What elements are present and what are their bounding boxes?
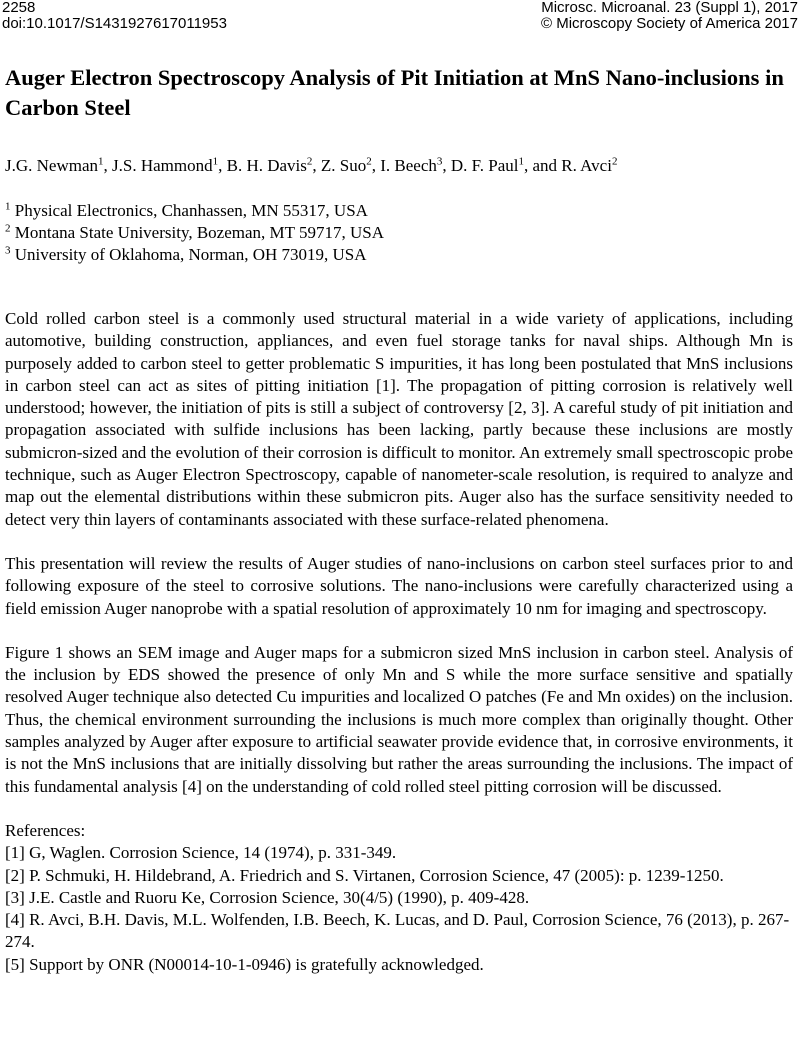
abstract-body xyxy=(5,308,793,976)
author: B. H. Davis$^2$, xyxy=(226,155,321,175)
author: R. Avci$^2$ xyxy=(561,155,618,175)
affiliation: $^2$ Montana State University, Bozeman, MT 59717, USA xyxy=(5,222,384,242)
author-list xyxy=(5,156,795,176)
paper-title: Auger Electron Spectroscopy Analysis of Pit Initiation at MnS Nano-inclusions in Carbon Steel xyxy=(5,65,784,120)
reference-item: [5] Support by ONR (N00014-10-1-0946) is gratefully acknowledged. xyxy=(5,954,484,974)
affiliation: $^1$ Physical Electronics, Chanhassen, MN 55317, USA xyxy=(5,200,368,220)
page-number: 2258 xyxy=(2,0,36,16)
running-header xyxy=(0,0,800,34)
journal-citation: Microsc. Microanal. 23 (Suppl 1), 2017 xyxy=(541,0,798,16)
doi: doi:10.1017/S1431927617011953 xyxy=(2,15,227,32)
paragraph: Cold rolled carbon steel is a commonly used structural material in a wide variety of applications, including automotive, building construction, appliances, and even fuel storage tanks for naval ships. Although Mn is purposely added to carbon steel to getter problematic S impurities, it has long been postulated that MnS inclusions in carbon steel can act as sites of pitting initiation [1]. The propagation of pitting corrosion is relatively well understood; however, the initiation of pits is still a subject of controversy [2, 3]. A careful study of pit initiation and propagation associated with sulfide inclusions has been lacking, partly because these inclusions are mostly submicron-sized and the evolution of their corrosion is difficult to monitor. An extremely small spectroscopic probe technique, such as Auger Electron Spectroscopy, capable of nanometer-scale resolution, is required to analyze and map out the elemental distributions within these submicron pits. Auger also has the surface sensitivity needed to detect very thin layers of contaminants associated with these surface-related phenomena. xyxy=(5,309,793,529)
header-left xyxy=(2,0,227,32)
references xyxy=(5,820,793,976)
author: D. F. Paul$^1$, and xyxy=(450,155,562,175)
author: I. Beech$^3$, xyxy=(380,155,451,175)
paragraph: This presentation will review the results of Auger studies of nano-inclusions on carbon steel surfaces prior to and following exposure of the steel to corrosive solutions. The nano-inclusions were carefully characterized using a field emission Auger nanoprobe with a spatial resolution of approximately 10 nm for imaging and spectroscopy. xyxy=(5,553,793,618)
reference-item: [2] P. Schmuki, H. Hildebrand, A. Friedrich and S. Virtanen, Corrosion Science, 47 (2005): p. 1239-1250. xyxy=(5,865,724,885)
paragraph: Figure 1 shows an SEM image and Auger maps for a submicron sized MnS inclusion in carbon steel. Analysis of the inclusion by EDS showed the presence of only Mn and S while the more surface sensitive and spatially resolved Auger technique also detected Cu impurities and localized O patches (Fe and Mn oxides) on the inclusion. Thus, the chemical environment surrounding the inclusions is much more complex than originally thought. Other samples analyzed by Auger after exposure to artificial seawater provide evidence that, in corrosive environments, it is not the MnS inclusions that are initially dissolving but rather the areas surrounding the inclusions. The impact of this fundamental analysis [4] on the understanding of cold rolled steel pitting corrosion will be discussed. xyxy=(5,642,793,796)
references-heading: References: xyxy=(5,820,86,840)
reference-item: [3] J.E. Castle and Ruoru Ke, Corrosion Science, 30(4/5) (1990), p. 409-428. xyxy=(5,887,530,907)
affiliations xyxy=(5,200,795,266)
author: J.S. Hammond$^1$, xyxy=(112,155,227,175)
header-right xyxy=(541,0,798,32)
affiliation: $^3$ University of Oklahoma, Norman, OH 73019, USA xyxy=(5,244,367,264)
reference-item: [1] G, Waglen. Corrosion Science, 14 (1974), p. 331-349. xyxy=(5,843,397,863)
copyright: © Microscopy Society of America 2017 xyxy=(541,15,798,32)
author: Z. Suo$^2$, xyxy=(320,155,381,175)
reference-item: [4] R. Avci, B.H. Davis, M.L. Wolfenden, I.B. Beech, K. Lucas, and D. Paul, Corrosion Science, 76 (2013), p. 267-274. xyxy=(5,910,790,952)
author: J.G. Newman$^1$, xyxy=(5,155,113,175)
